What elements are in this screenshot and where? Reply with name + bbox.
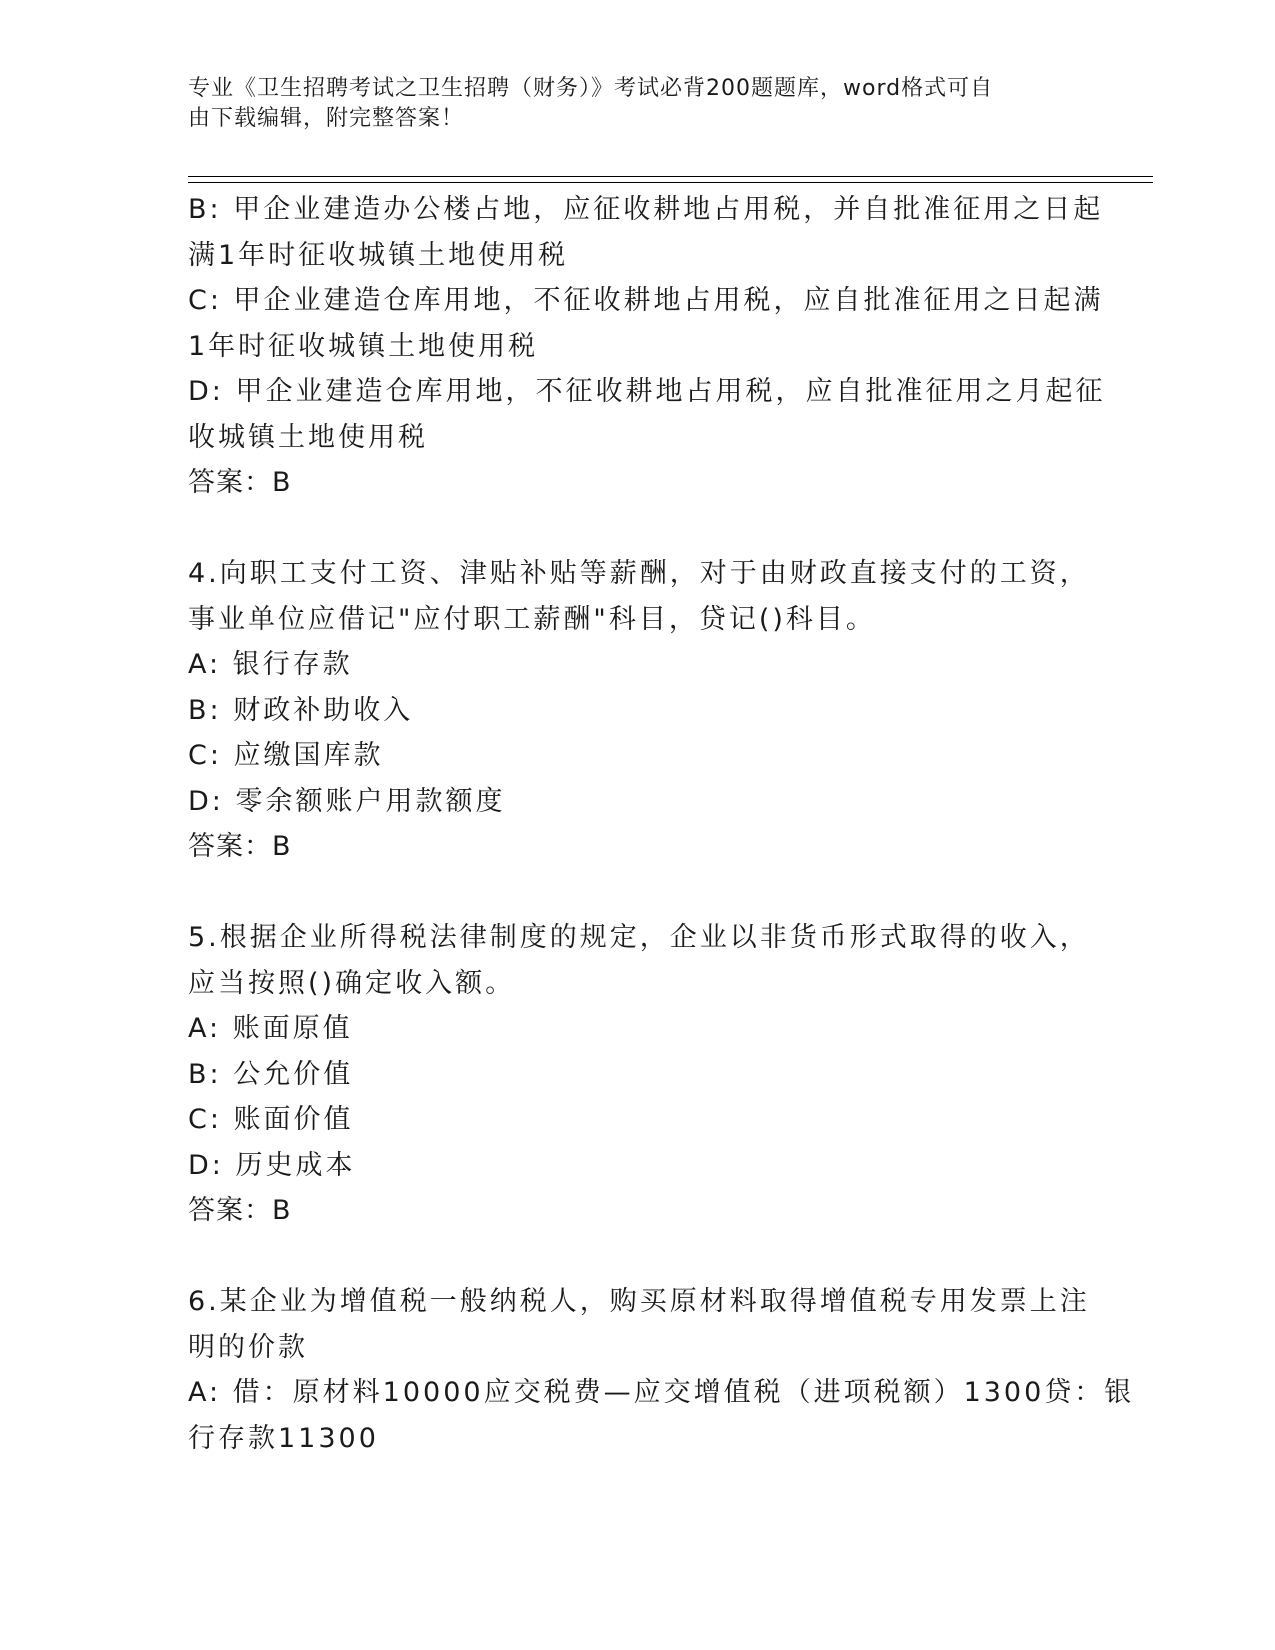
answer-option [188,733,1088,779]
text-line: D: 历史成本 [188,1149,356,1181]
text-line: C: 账面价值 [188,1104,354,1135]
text-line: 行存款11300 [188,1422,379,1454]
paragraph-spacer [188,1234,1088,1280]
text-line: 答案：B [188,831,292,862]
text-line: 6.某企业为增值税一般纳税人，购买原材料取得增值税专用发票上注 [188,1286,1090,1317]
header-line: 由下载编辑，附完整答案！ [188,106,465,131]
answer-key [188,460,1088,506]
answer-option [188,779,1088,825]
answer-key [188,824,1088,870]
text-line: 4.向职工支付工资、津贴补贴等薪酬，对于由财政直接支付的工资， [188,558,1090,589]
answer-option [188,1143,1088,1189]
text-line: D: 甲企业建造仓库用地，不征收耕地占用税，应自批准征用之月起征 [188,376,1106,407]
document-body [188,187,1135,1461]
text-line: 1年时征收城镇土地使用税 [188,330,539,362]
text-line: C: 应缴国库款 [188,740,384,771]
question-stem [188,551,1088,642]
header-line: 专业《卫生招聘考试之卫生招聘（财务）》考试必背200题题库，word格式可自 [188,76,994,101]
answer-option [188,688,1088,734]
text-line: B: 公允价值 [188,1058,354,1090]
answer-option [188,278,1104,369]
question-stem [188,1279,1088,1370]
paragraph-spacer [188,506,1088,552]
answer-option [188,1097,1088,1143]
text-line: 应当按照()确定收入额。 [188,967,516,999]
text-line: D: 零余额账户用款额度 [188,785,506,817]
answer-option [188,369,1106,460]
answer-option [188,187,1104,278]
answer-option [188,1370,1135,1461]
text-line: 事业单位应借记"应付职工薪酬"科目，贷记()科目。 [188,603,876,635]
text-line: 5.根据企业所得税法律制度的规定，企业以非货币形式取得的收入， [188,922,1090,953]
text-line: A: 银行存款 [188,649,353,680]
paragraph-spacer [188,870,1088,916]
text-line: A: 借：原材料10000应交税费—应交增值税（进项税额）1300贷：银 [188,1377,1135,1408]
text-line: C: 甲企业建造仓库用地，不征收耕地占用税，应自批准征用之日起满 [188,285,1104,316]
text-line: 答案：B [188,467,292,498]
answer-option [188,1006,1088,1052]
answer-key [188,1188,1088,1234]
text-line: B: 甲企业建造办公楼占地，应征收耕地占用税，并自批准征用之日起 [188,194,1104,225]
text-line: B: 财政补助收入 [188,694,414,726]
text-line: 收城镇土地使用税 [188,421,428,453]
text-line: 答案：B [188,1195,292,1226]
answer-option [188,642,1088,688]
answer-option [188,1052,1088,1098]
page-header [188,74,1068,134]
text-line: 满1年时征收城镇土地使用税 [188,239,569,271]
header-divider [188,176,1153,183]
question-stem [188,915,1088,1006]
text-line: 明的价款 [188,1331,308,1363]
text-line: A: 账面原值 [188,1013,353,1044]
